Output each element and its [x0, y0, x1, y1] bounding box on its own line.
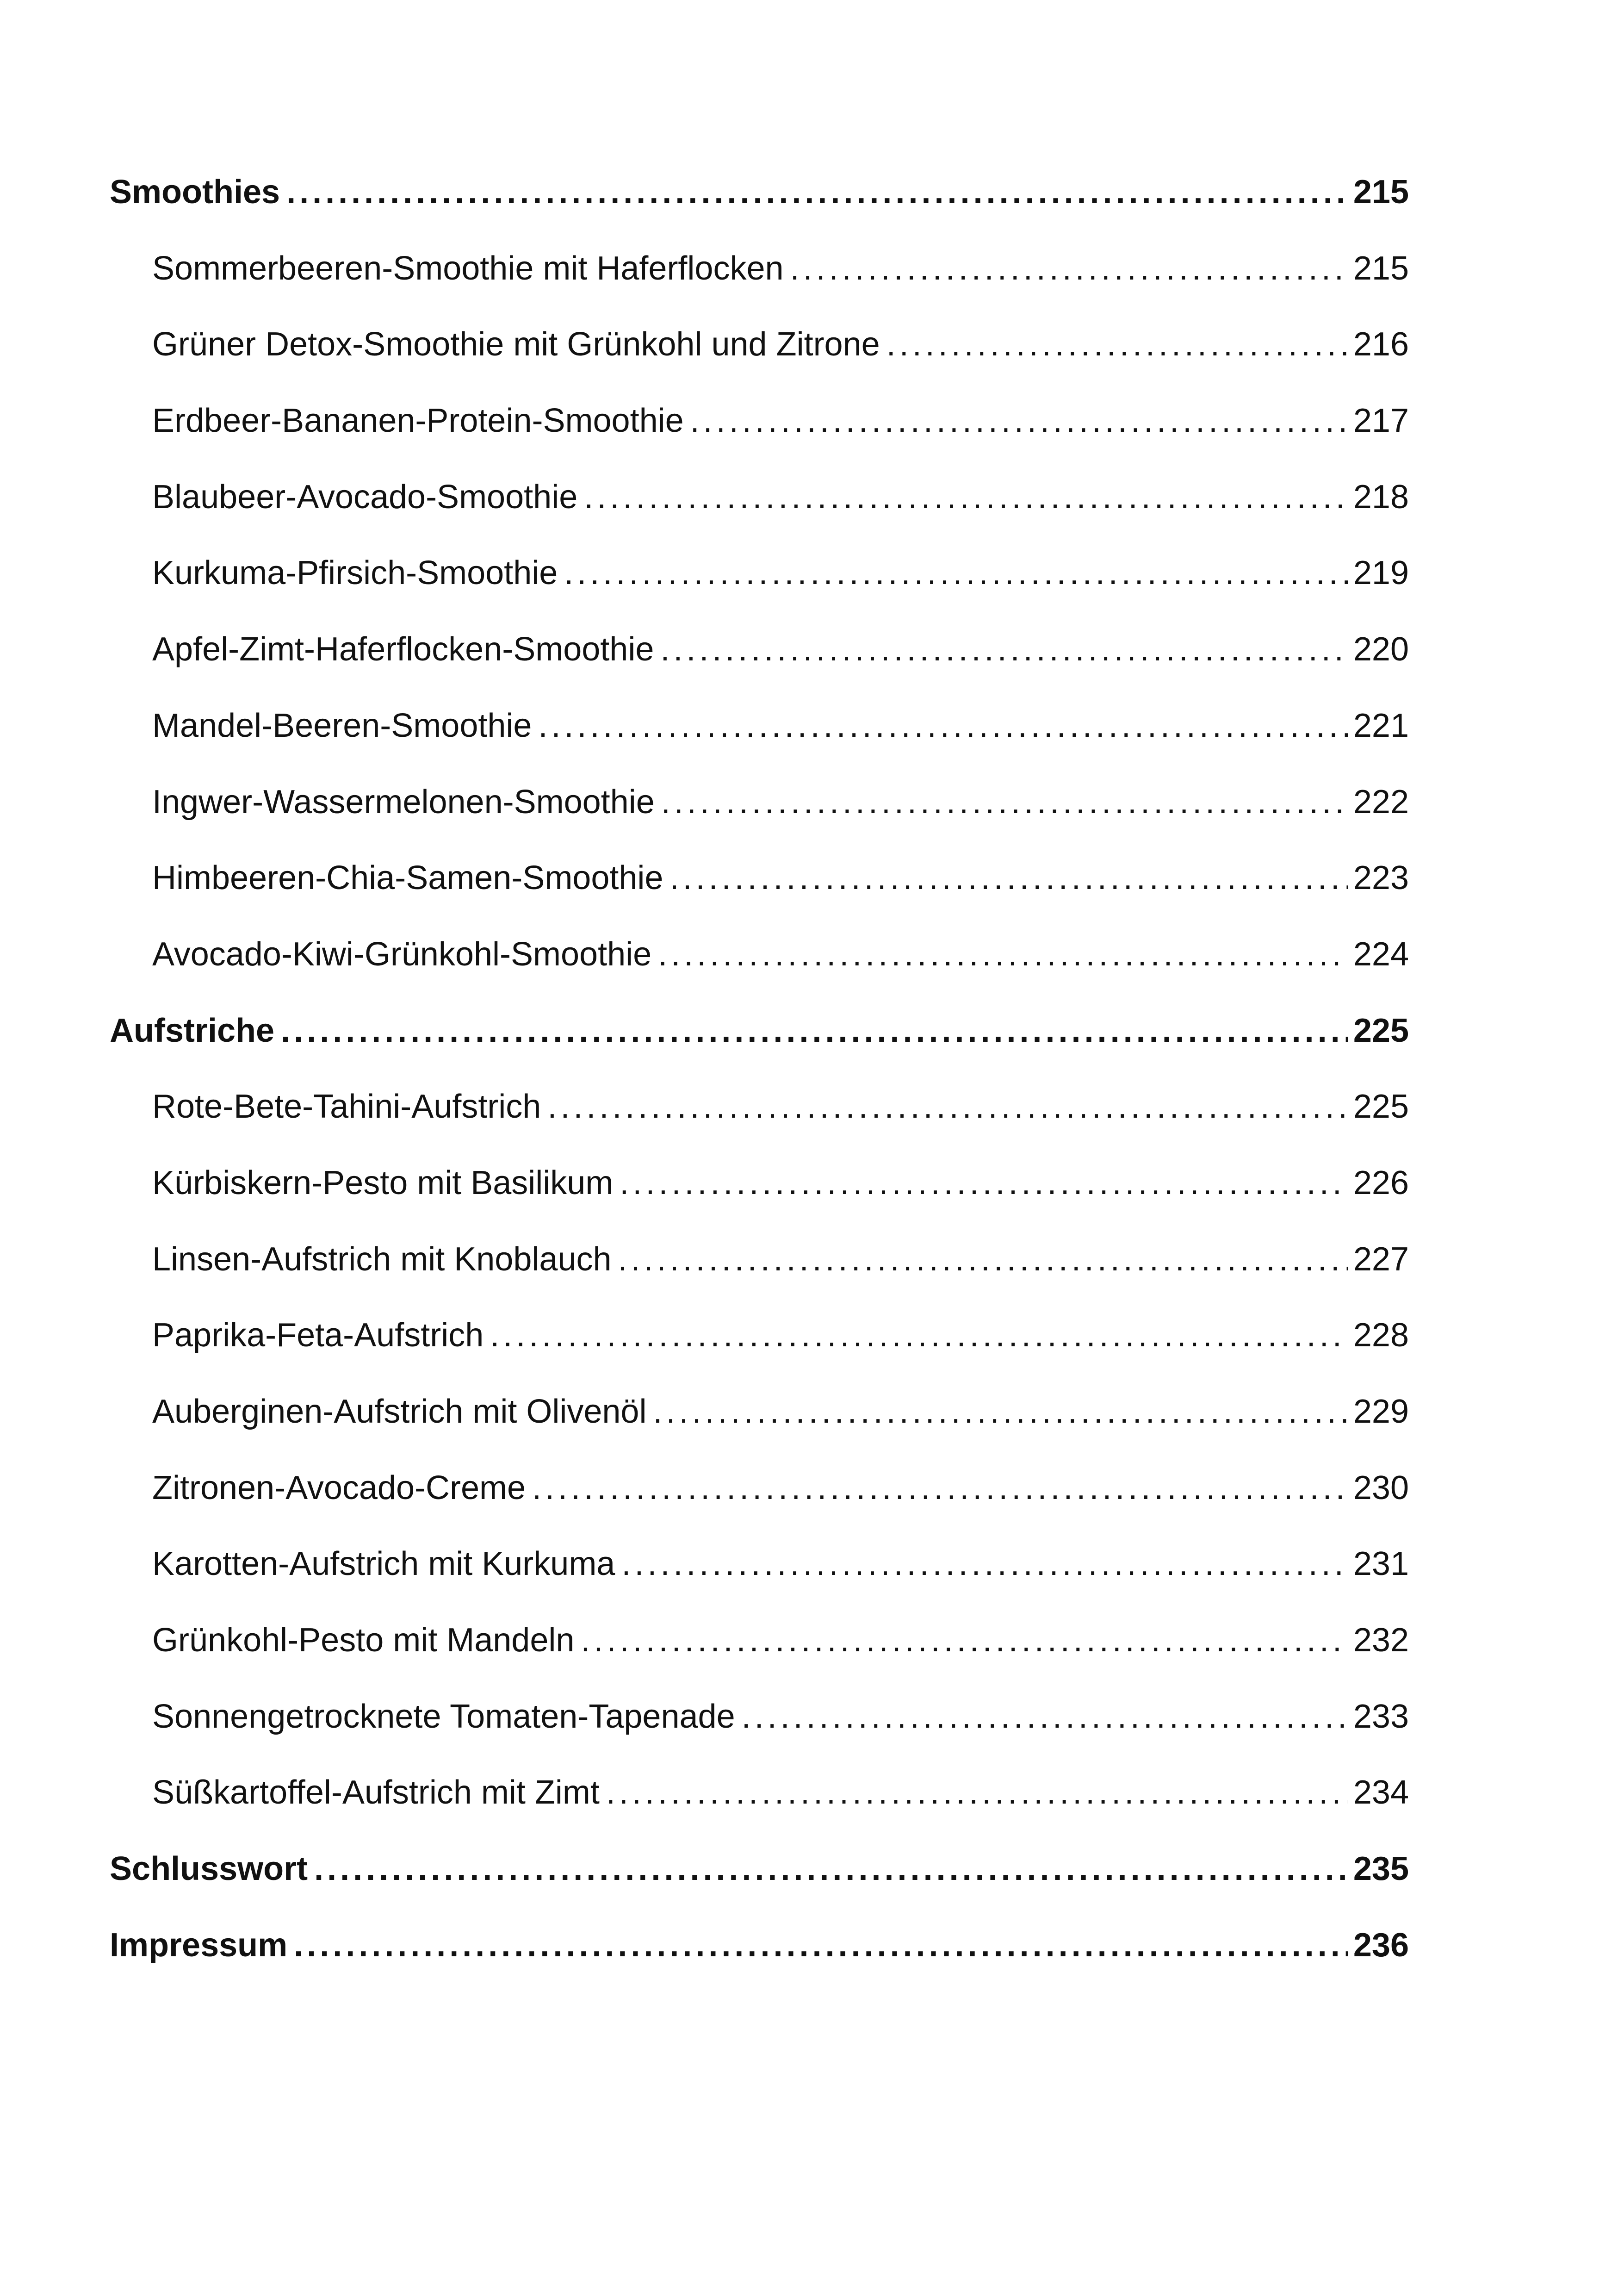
toc-page-number: 227 — [1353, 1240, 1409, 1278]
toc-entry[interactable] — [110, 1679, 1409, 1755]
toc-entry-title: Erdbeer-Bananen-Protein-Smoothie — [152, 402, 684, 440]
toc-entry[interactable] — [110, 1297, 1409, 1374]
toc-entry[interactable] — [110, 916, 1409, 993]
dot-leader — [584, 459, 1348, 535]
dot-leader — [660, 611, 1348, 688]
dot-leader — [618, 1221, 1348, 1298]
toc-entry[interactable] — [110, 459, 1409, 535]
dot-leader — [538, 688, 1347, 764]
table-of-contents — [110, 154, 1409, 1984]
toc-page-number: 231 — [1353, 1545, 1409, 1583]
dot-leader — [606, 1755, 1348, 1831]
dot-leader — [658, 916, 1348, 993]
toc-chapter-schlusswort[interactable] — [110, 1831, 1409, 1907]
toc-entry[interactable] — [110, 230, 1409, 307]
toc-page-number: 221 — [1353, 707, 1409, 744]
toc-page-number: 232 — [1353, 1622, 1409, 1659]
toc-page-number: 236 — [1353, 1926, 1409, 1964]
toc-chapter-aufstriche[interactable] — [110, 993, 1409, 1069]
dot-leader — [886, 306, 1348, 383]
toc-entry[interactable] — [110, 1221, 1409, 1298]
toc-entry-title: Grünkohl-Pesto mit Mandeln — [152, 1622, 575, 1659]
toc-entry-title: Himbeeren-Chia-Samen-Smoothie — [152, 859, 663, 897]
toc-page-number: 218 — [1353, 478, 1409, 516]
dot-leader — [621, 1526, 1348, 1602]
toc-page-number: 225 — [1353, 1088, 1409, 1126]
toc-page-number: 215 — [1353, 174, 1409, 211]
toc-entry-title: Grüner Detox-Smoothie mit Grünkohl und Zitrone — [152, 326, 880, 363]
toc-page-number: 224 — [1353, 935, 1409, 973]
toc-entry[interactable] — [110, 1374, 1409, 1450]
dot-leader — [742, 1679, 1348, 1755]
dot-leader — [653, 1374, 1347, 1450]
toc-entry-title: Zitronen-Avocado-Creme — [152, 1469, 526, 1506]
dot-leader — [670, 840, 1347, 916]
toc-entry[interactable] — [110, 306, 1409, 383]
toc-page-number: 234 — [1353, 1774, 1409, 1811]
toc-entry-title: Kürbiskern-Pesto mit Basilikum — [152, 1164, 614, 1201]
toc-entry[interactable] — [110, 535, 1409, 611]
toc-entry[interactable] — [110, 840, 1409, 916]
toc-page-number: 230 — [1353, 1469, 1409, 1506]
toc-entry[interactable] — [110, 1145, 1409, 1221]
toc-entry-title: Mandel-Beeren-Smoothie — [152, 707, 532, 744]
dot-leader — [314, 1831, 1348, 1907]
toc-page-number: 217 — [1353, 402, 1409, 440]
toc-entry-title: Süßkartoffel-Aufstrich mit Zimt — [152, 1774, 600, 1811]
dot-leader — [490, 1297, 1348, 1374]
toc-entry-title: Ingwer-Wassermelonen-Smoothie — [152, 783, 655, 821]
toc-entry-title: Aufstriche — [110, 1012, 275, 1049]
toc-chapter-smoothies[interactable] — [110, 154, 1409, 230]
toc-entry-title: Impressum — [110, 1926, 288, 1964]
toc-entry-title: Apfel-Zimt-Haferflocken-Smoothie — [152, 631, 654, 668]
toc-page-number: 228 — [1353, 1317, 1409, 1354]
toc-chapter-impressum[interactable] — [110, 1907, 1409, 1984]
toc-entry[interactable] — [110, 1526, 1409, 1602]
dot-leader — [547, 1069, 1348, 1145]
toc-page-number: 220 — [1353, 631, 1409, 668]
toc-entry[interactable] — [110, 1602, 1409, 1679]
toc-entry[interactable] — [110, 383, 1409, 459]
toc-page-number: 225 — [1353, 1012, 1409, 1049]
dot-leader — [620, 1145, 1348, 1221]
toc-entry-title: Auberginen-Aufstrich mit Olivenöl — [152, 1393, 647, 1430]
toc-entry[interactable] — [110, 764, 1409, 840]
toc-entry-title: Schlusswort — [110, 1850, 308, 1888]
dot-leader — [286, 154, 1348, 230]
toc-entry-title: Blaubeer-Avocado-Smoothie — [152, 478, 578, 516]
toc-entry[interactable] — [110, 1450, 1409, 1526]
toc-page-number: 233 — [1353, 1698, 1409, 1735]
toc-entry-title: Sonnengetrocknete Tomaten-Tapenade — [152, 1698, 735, 1735]
dot-leader — [790, 230, 1348, 307]
toc-entry-title: Karotten-Aufstrich mit Kurkuma — [152, 1545, 615, 1583]
toc-entry[interactable] — [110, 688, 1409, 764]
toc-page-number: 226 — [1353, 1164, 1409, 1201]
dot-leader — [581, 1602, 1347, 1679]
toc-page-number: 235 — [1353, 1850, 1409, 1888]
dot-leader — [281, 993, 1348, 1069]
toc-page-number: 222 — [1353, 783, 1409, 821]
toc-entry-title: Rote-Bete-Tahini-Aufstrich — [152, 1088, 541, 1126]
toc-page-number: 229 — [1353, 1393, 1409, 1430]
toc-entry-title: Paprika-Feta-Aufstrich — [152, 1317, 484, 1354]
toc-entry-title: Kurkuma-Pfirsich-Smoothie — [152, 554, 558, 592]
toc-entry[interactable] — [110, 611, 1409, 688]
dot-leader — [661, 764, 1348, 840]
toc-page-number: 215 — [1353, 249, 1409, 287]
toc-page-number: 223 — [1353, 859, 1409, 897]
toc-entry[interactable] — [110, 1069, 1409, 1145]
dot-leader — [294, 1907, 1348, 1984]
dot-leader — [564, 535, 1348, 611]
dot-leader — [532, 1450, 1348, 1526]
toc-page-number: 219 — [1353, 554, 1409, 592]
toc-entry-title: Linsen-Aufstrich mit Knoblauch — [152, 1240, 612, 1278]
toc-entry-title: Avocado-Kiwi-Grünkohl-Smoothie — [152, 935, 652, 973]
toc-page-number: 216 — [1353, 326, 1409, 363]
toc-entry-title: Sommerbeeren-Smoothie mit Haferflocken — [152, 249, 784, 287]
toc-entry[interactable] — [110, 1755, 1409, 1831]
toc-entry-title: Smoothies — [110, 174, 280, 211]
dot-leader — [690, 383, 1348, 459]
